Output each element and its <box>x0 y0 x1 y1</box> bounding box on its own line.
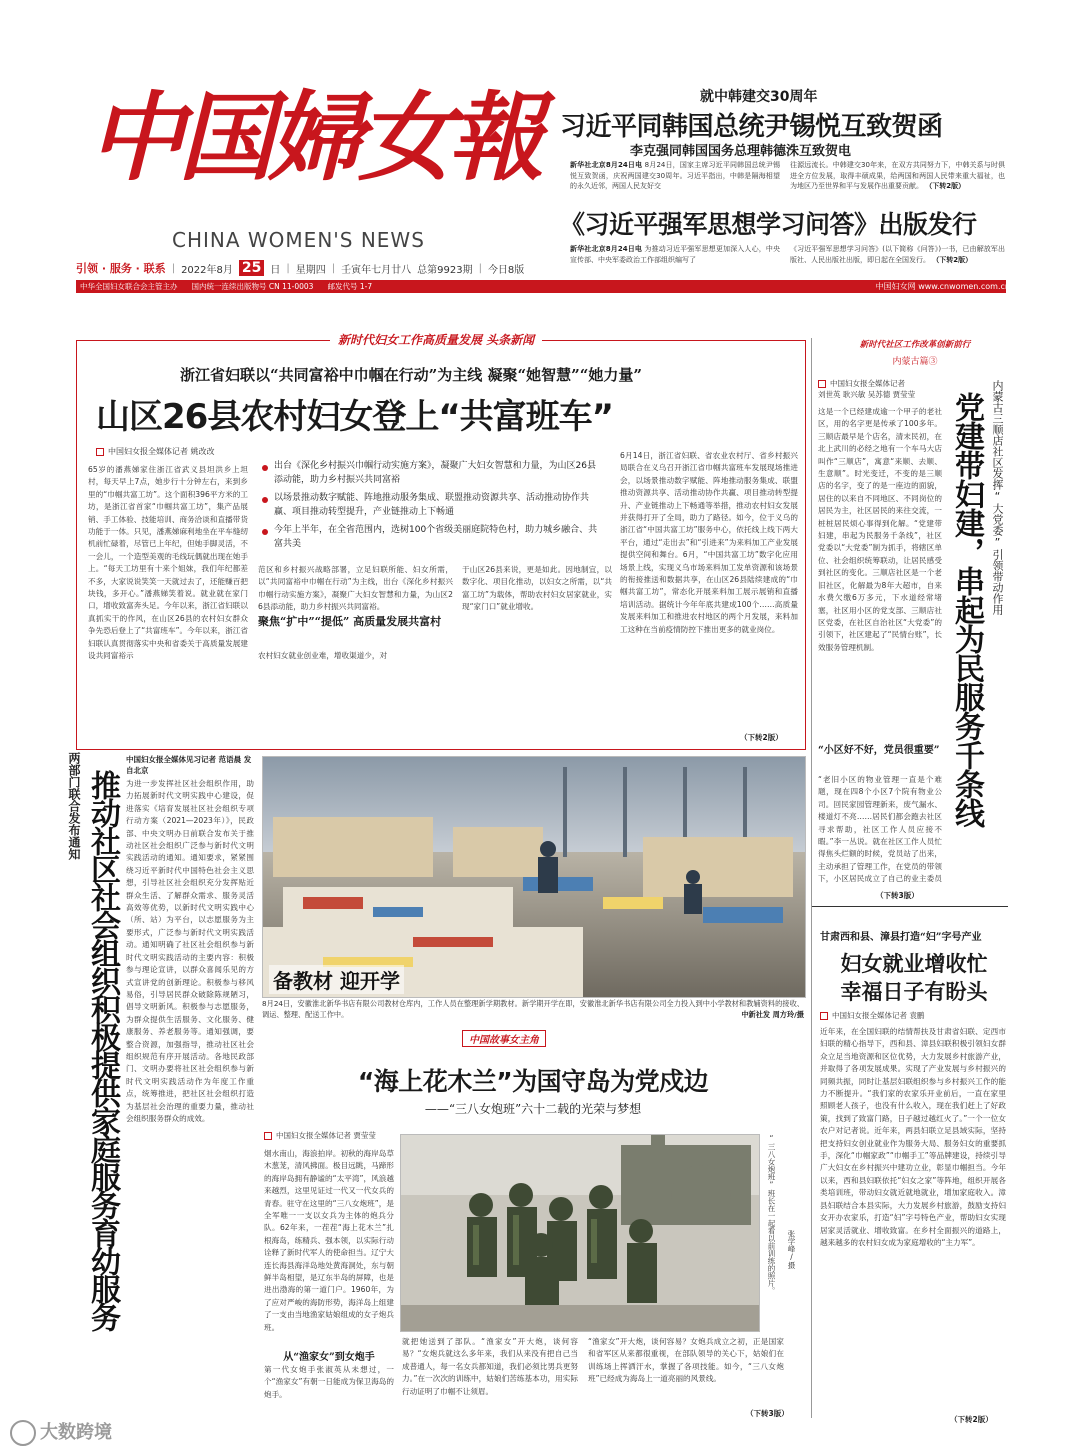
sidebar-column-tag: 新时代社区工作改革创新前行 <box>859 340 971 350</box>
date-bar: 引领 · 服务 · 联系 | 2022年8月 25 日 | 星期四 | 壬寅年七月廿八 总第9923期 | 今日8版 <box>76 260 525 276</box>
body-text: 8月24日，国家主席习近平同韩国总统尹锡悦互致贺函，庆祝两国建交30周年。习近平指出，中韩是隔海相望的永久近邻，两国人民友好交 <box>570 161 780 190</box>
sidebar-divider <box>812 906 1008 907</box>
dateline: 新华社北京8月24日电 <box>570 245 643 253</box>
soldiers-photo-illustration <box>401 1135 759 1331</box>
masthead-logo: 中国婦女報 <box>88 81 538 194</box>
feature-subhead: ——“三八女炮班”六十二载的光荣与梦想 <box>424 1102 642 1116</box>
soldiers-photo-caption: “三八女炮班”班长在一起看以前训练的照片。 <box>767 1134 776 1295</box>
year-month: 2022年8月 <box>181 264 233 276</box>
top-story-2-body-right <box>790 244 1005 268</box>
feature-byline: 中国妇女报全媒体记者 贾莹莹 <box>264 1130 376 1141</box>
bullet-item: 以场景推动数字赋能、阵地推动服务集成、联盟推动资源共享、活动推动协作共赢、项目推动转型提升，产业链推动上下畅通 <box>262 492 602 519</box>
issue-number: 总第9923期 <box>417 264 473 276</box>
weekday: 星期四 <box>295 264 326 276</box>
feature-col-2: 就把她送到了部队。“渔家女”开大炮，谈何容易？“女炮兵就这么多年来，我们从来没有把自己当成普通人，每一名女兵都知道，我们必须比男兵更努力。”在一次次的训练中，姑娘们苦练基本功，用实际行动证明了巾帼不让须眉。 <box>402 1337 578 1396</box>
bullet-item: 今年上半年，在全省范围内，选树100个省级美丽庭院特色村，助力城乡融合、共富共美 <box>262 524 602 551</box>
sidebar-series: 内蒙古篇③ <box>892 357 938 367</box>
soldiers-photo <box>400 1134 760 1332</box>
sidebar-quote-subhead: “小区好不好，党员很重要” <box>818 745 940 756</box>
page-count: 今日8版 <box>487 264 525 276</box>
lead-subhead-2: 聚焦“扩中”“提低” 高质量发展共富村 <box>258 615 442 628</box>
lead-col-2b: 农村妇女就业创业难，增收渠道少，对 <box>258 651 388 660</box>
top-story-2-headline[interactable]: 《习近平强军思想学习问答》出版发行 <box>560 210 977 239</box>
gansu-kicker: 甘肃西和县、漳县打造“妇”字号产业 <box>820 932 982 943</box>
sidebar-vertical-rule <box>811 338 812 1418</box>
sidebar-jump[interactable]: （下转3版） <box>876 891 919 900</box>
sponsor: 中华全国妇女联合会主管主办 <box>80 282 178 291</box>
lunar-date: 壬寅年七月廿八 <box>341 264 412 276</box>
feature-column-tag: 中国故事女主角 <box>462 1030 546 1047</box>
english-name: CHINA WOMEN'S NEWS <box>172 228 425 252</box>
watermark: 大数跨境 <box>10 1418 112 1446</box>
sidebar-vertical-headline[interactable]: 党建带妇建，串起为民服务千条线 <box>949 392 984 827</box>
lead-col-4: 6月14日，浙江省妇联、省农业农村厅、省乡村振兴局联合在义乌召开浙江省巾帼共富班车发展现场推进会，以场景推动数字赋能、阵地推动服务集成、联盟推动资源共享、活动推动协作共赢、项目推动转型提升、产业链推动上下畅通等举措，推动农村妇女发展并获得打开了全局，助力了路径。如今，位于义乌的浙江省“中国共富工坊”服务中心，依托线上线下两大平台，通过“走出去”和“引进来”为来料加工产业发展提供空间和舞台。6月，“中国共富工坊”数字化应用场景上线，实现义乌市场来料加工发单资源和该场景的衔接推送和数据共享，在山区26县陆续建成的“巾帼共富工坊”，常态化开展来料加工展示展销和直播培训活动。据统计今年年底共建成100个……高质量发展来料加工和推进农村地区的两个月发展，来料加工这种在当前疫情防控下推出更多的就业岗位。 <box>620 451 798 634</box>
jump-note: （下转2版） <box>932 255 973 264</box>
gansu-headline-1[interactable]: 妇女就业增收忙 <box>840 952 988 976</box>
photo-caption <box>262 998 804 1022</box>
photo-credit: 中新社发 周方玲/摄 <box>741 1010 804 1019</box>
jump-note: （下转2版） <box>925 182 966 190</box>
watermark-icon <box>10 1420 36 1446</box>
top-story-2-body-left <box>570 244 780 268</box>
postal-code: 邮发代号 1-7 <box>327 282 373 291</box>
lead-byline: 中国妇女报全媒体记者 姚改改 <box>96 446 215 457</box>
bullet-item: 出台《深化乡村振兴巾帼行动实施方案》，凝聚广大妇女智慧和力量，为山区26县添动能，助力乡村振兴共同富裕 <box>262 460 602 487</box>
gansu-body: 近年来，在全国妇联的结情帮扶及甘肃省妇联、定西市妇联的精心指导下，西和县、漳县妇联积极引领妇女群众立足当地资源和区位优势，大力发展乡村旅游产业，并取得了各项发展成果。实现了产业发展与乡村振兴的同频共振，同时让基层妇联组织参与乡村振兴工作的能力不断提升。“我们家的农家乐开业前后，一直在家里照顾老人孩子，也没有什么收入，现在我们赶上了好政策，找到了致富门路，日子越过越红火了。”一个一位女农户对记者说。近年来，两县妇联立足县域实际，坚持把支持妇女创业就业作为服务大局、服务妇女的重要抓手，深化“巾帼家政”“巾帼手工”等品牌建设，持续引导广大妇女在乡村振兴中建功立业，彰显巾帼担当。今年以来，西和县妇联依托“妇女之家”等阵地，组织开展各类培训班，带动妇女就近就地就业，增加家庭收入。漳县妇联结合本县实际，大力发展乡村旅游，鼓励支持妇女开办农家乐，打造“妇”字号特色产业，帮助妇女实现居家灵活就业、增收致富。在乡村全面振兴的道路上，越来越多的农村妇女成为家庭增收的“主力军”。 <box>820 1027 1006 1247</box>
top-story-1-kicker: 就中韩建交30周年 <box>700 89 818 105</box>
website-link[interactable] <box>820 280 1010 293</box>
top-story-1-subhead: 李克强同韩国国务总理韩德洙互致贺电 <box>630 144 852 159</box>
body-text: 《习近平强军思想学习问答》(以下简称《问答》)一书，已由解放军出版社、人民出版社出版，即日起在全国发行。 <box>790 245 1005 264</box>
top-story-1-body-left <box>570 160 780 200</box>
lead-column-tag: 新时代妇女工作高质量发展 头条新闻 <box>330 331 542 348</box>
feature-col-1: 烟水南山，海浪拍岸。初秋的海岸岛草木葱茏，清风拂面。极目远眺，马蹄形的海岸岛拥有静谧的“太平湾”，风浪越来越烈，这里见证过一代又一代女兵的青春。驻守在这里的“三八女炮班”，是全军唯一一支以女兵为主体的炮兵分队。62年来，一茬茬“海上花木兰”扎根海岛，练精兵、强本领，以实际行动诠释了新时代军人的使命担当。辽宁大连长海县海洋岛地处黄海洞处，东与朝鲜半岛相望，是辽东半岛的屏障，也是进出渤海的第一道门户。1960年，为了应对严峻的海防形势，海洋岛上组建了一支由当地渔家姑娘组成的女子炮兵班。 <box>264 1149 394 1332</box>
website-label: 中国妇女网 <box>875 282 916 291</box>
website-url: www.cnwomen.com.cn <box>918 282 1010 291</box>
lead-jump[interactable]: （下转2版） <box>740 733 783 742</box>
soldiers-photo-credit: 张学峰/摄 <box>787 1230 796 1269</box>
sidebar-byline: 中国妇女报全媒体记者 刘世英 耿兴敏 吴苏德 贾莹莹 <box>818 379 916 399</box>
warehouse-photo-illustration <box>263 757 805 997</box>
top-story-1-headline[interactable]: 习近平同韩国总统尹锡悦互致贺函 <box>560 112 943 142</box>
top-story-1-body-right <box>790 160 1005 200</box>
feature-col-1b: 第一代女炮手张淑英从未想过，一个“渔家女”有朝一日能成为保卫海岛的炮手。 <box>264 1365 394 1399</box>
lead-col-3: 于山区26县来说，更是如此。因地制宜，以数字化、项目化推动，以妇女之所需，以“共富工坊”为载体，帮助农村妇女居家就业，实现“家门口”就业增收。 <box>462 565 612 612</box>
date-suffix: 日 <box>270 264 281 276</box>
lead-headline[interactable]: 山区26县农村妇女登上“共富班车” <box>96 397 614 437</box>
slogan: 引领 · 服务 · 联系 <box>76 262 166 275</box>
lead-bullets <box>262 460 602 551</box>
feature-headline[interactable]: “海上花木兰”为国守岛为党戍边 <box>357 1067 709 1096</box>
gansu-headline-2[interactable]: 幸福日子有盼头 <box>840 980 988 1004</box>
lead-col-1: 65岁的潘燕娣家住浙江省武义县坦洪乡上坦村，每天早上7点，她步行十分钟左右，来到乡里的“巾帼共富工坊”。这个面积396平方米的工坊，是浙江省首家“巾帼共富工坊”，集产品展销、手工体验、技能培训、商务洽谈和直播带货功能于一体。只见，潘燕娣麻利地坐在平车缝纫机前忙碌着，尽管已上年纪，但她手脚灵活，不一会儿，一个造型美观的毛线玩偶就出现在她手上。“每天工坊里有十来个姐妹，我们年纪都差不多，大家说说笑笑一天就过去了，还能赚百把块钱，多开心。”潘燕娣笑着说。就业就在家门口，增收致富奔头足。今年以来，浙江省妇联以真抓实干的作风，在山区26县的农村妇女群众争先恐后登上了“共富班车”。今年以来，浙江省妇联认真贯彻落实中央和省委关于高质量发展建设共同富裕示 <box>88 465 248 661</box>
left-vertical-headline[interactable]: 推动社区社会组织积极提供家庭服务育幼服务 <box>85 770 120 1330</box>
lead-col-2: 范区和乡村振兴战略部署，立足妇联所能、妇女所需，以“共同富裕中巾帼在行动”为主线，出台《深化乡村振兴巾帼行动实施方案》，凝聚广大妇女智慧和力量，为山区26县添动能，助力乡村振兴共同富裕。 <box>258 565 453 612</box>
dateline: 新华社北京8月24日电 <box>570 161 643 169</box>
feature-subhead-2: 从“渔家女”到女炮手 <box>283 1352 375 1363</box>
body-text: 往源远流长。中韩建交30年来，在双方共同努力下，中韩关系与时俱进全方位发展，取得丰硕成果，给两国和两国人民带来重大福祉，也为地区乃至世界和平与发展作出重要贡献。 <box>790 161 1005 190</box>
left-dateline: 中国妇女报全媒体见习记者 范语晨 发自北京 <box>126 755 252 775</box>
sidebar-body: 这是一个已经建成逾一个甲子的老社区，用的名字更是传承了100多年。三顺店最早是个店名，清末民初，在北上武川的必经之地有一个车马大店叫作“三顺店”，寓意“来顺、去顺、生意顺”。时光变迁，不变的是三顺店的名字，变了的是一座边的面貌，居住的以来自不同地区、不同岗位的居民为主，社区居民的来往交流，一桩桩居民烦心事得到化解。“党建带妇建，串起为民服务千条线”，社区党委以“大党委”制为抓手，将辖区单位、社会组织统筹联动，让居民感受到社区的变化。三顺店社区是一个老旧社区，化解最为8年大超市，自来水费欠缴6万多元，下水道经常堵塞，社区用小区的党支部、三顺店社区党委，在社区自治社区“大党委”的引领下，社区建起了“民情台账”，长效服务管理机制。 <box>818 407 942 652</box>
feature-jump[interactable]: （下转3版） <box>746 1409 789 1418</box>
masthead-info-line <box>80 280 600 293</box>
left-vertical-kicker: 两部门联合发布通知 <box>67 752 81 860</box>
sidebar-vertical-kicker: 内蒙古三顺店社区发挥“大党委”引领带动作用 <box>991 380 1004 615</box>
body-text: 为推动习近平强军思想更加深入人心，中央宣传部、中央军委政治工作部组织编写了 <box>570 245 780 264</box>
sidebar-body-2: “老旧小区的物业管理一直是个难题，现在四8个小区7个院有物业公司。回民家园管理新来，废气漏水、楼道灯不亮……居民们都会跑去社区寻求帮助，社区工作人员应接不暇。”李一丛说。就在社区工作人员忙得焦头烂额的时候，党员站了出来，主动承担了管理工作，在党员的带领下，小区居民成立了自己的业主委员 <box>818 775 942 884</box>
day: 25 <box>239 260 264 276</box>
gansu-jump[interactable]: （下转2版） <box>950 1415 993 1424</box>
cn-number: 国内统一连续出版物号 CN 11-0003 <box>191 282 314 291</box>
photo-caption-title: 备教材 迎开学 <box>269 965 404 994</box>
left-body: 为进一步发挥社区社会组织作用，助力拓展新时代文明实践中心建设，促进落实《培育发展社区社会组织专项行动方案（2021—2023年）》，民政部、中央文明办日前联合发布关于推动社区社会组织广泛参与新时代文明实践活动的通知。通知要求，紧紧围绕习近平新时代中国特色社会主义思想，引导社区社会组织充分发挥贴近群众生活、了解群众需求、服务灵活高效等优势，以新时代文明实践中心（所、站）为平台，以志愿服务为主要形式，广泛参与新时代文明实践活动。通知明确了社区社会组织参与新时代文明实践活动的主要内容：积极参与理论宣讲，以群众喜闻乐见的方式宣讲党的创新理论。积极参与移风易俗，引导居民群众破除陈规陋习，倡导文明新风。积极参与志愿服务，为群众提供生活服务、文化服务、健康服务、养老服务等。通知强调，要整合资源，加强指导，推动社区社会组织规范有序开展活动。各地民政部门、文明办要将社区社会组织参与新时代文明实践活动作为年度工作重点，统筹推进，把社区社会组织打造为基层社会治理的重要力量，推动社会组织服务群众的成效。 <box>126 779 254 1123</box>
caption-text: 8月24日，安徽淮北新华书店有限公司教材仓库内，工作人员在整理新学期教材。新学期开学在即，安徽淮北新华书店有限公司全力投入到中小学教材和教辅资料的接收、调运、整理、配送工作中。 <box>262 999 804 1019</box>
gansu-byline: 中国妇女报全媒体记者 袁鹏 <box>820 1010 924 1021</box>
warehouse-photo <box>262 756 806 998</box>
lead-kicker: 浙江省妇联以“共同富裕中巾帼在行动”为主线 凝聚“她智慧”“她力量” <box>180 366 642 384</box>
feature-col-3: “渔家女”开大炮，谈何容易？女炮兵成立之初，正是国家和省军区从来都很重视，在部队领导的关心下，姑娘们在训练场上挥洒汗水，掌握了各项技能。如今，“三八女炮班”已经成为海岛上一道亮丽的风景线。 <box>588 1337 784 1384</box>
